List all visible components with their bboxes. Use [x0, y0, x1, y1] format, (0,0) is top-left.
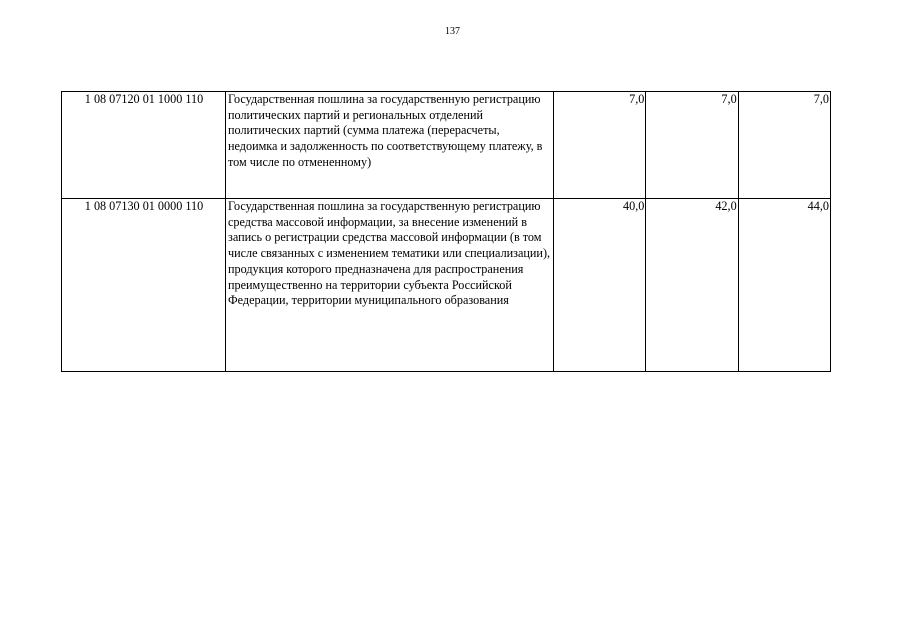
value-year-3-cell: 44,0	[738, 199, 830, 372]
value-year-1-cell: 40,0	[554, 199, 646, 372]
revenue-description-cell: Государственная пошлина за государственную регистрацию политических партий и региональных отделений политических партий (сумма платежа (перерасчеты, недоимка и задолженность по соответствующему платежу, в том числе по отмененному)	[226, 92, 554, 199]
value-year-1-cell: 7,0	[554, 92, 646, 199]
value-year-3-cell: 7,0	[738, 92, 830, 199]
revenue-code-cell: 1 08 07130 01 0000 110	[62, 199, 226, 372]
revenue-code-cell: 1 08 07120 01 1000 110	[62, 92, 226, 199]
page-number: 137	[445, 26, 460, 37]
table-row	[62, 199, 831, 372]
budget-revenue-table	[61, 91, 831, 372]
table-row	[62, 92, 831, 199]
value-year-2-cell: 42,0	[646, 199, 738, 372]
value-year-2-cell: 7,0	[646, 92, 738, 199]
revenue-description-cell: Государственная пошлина за государственную регистрацию средства массовой информации, за внесение изменений в запись о регистрации средства массовой информации (в том числе связанных с изменением тематики или специализации), продукция которого предназначена для распространения преимущественно на территории субъекта Российской Федерации, территории муниципального образования	[226, 199, 554, 372]
